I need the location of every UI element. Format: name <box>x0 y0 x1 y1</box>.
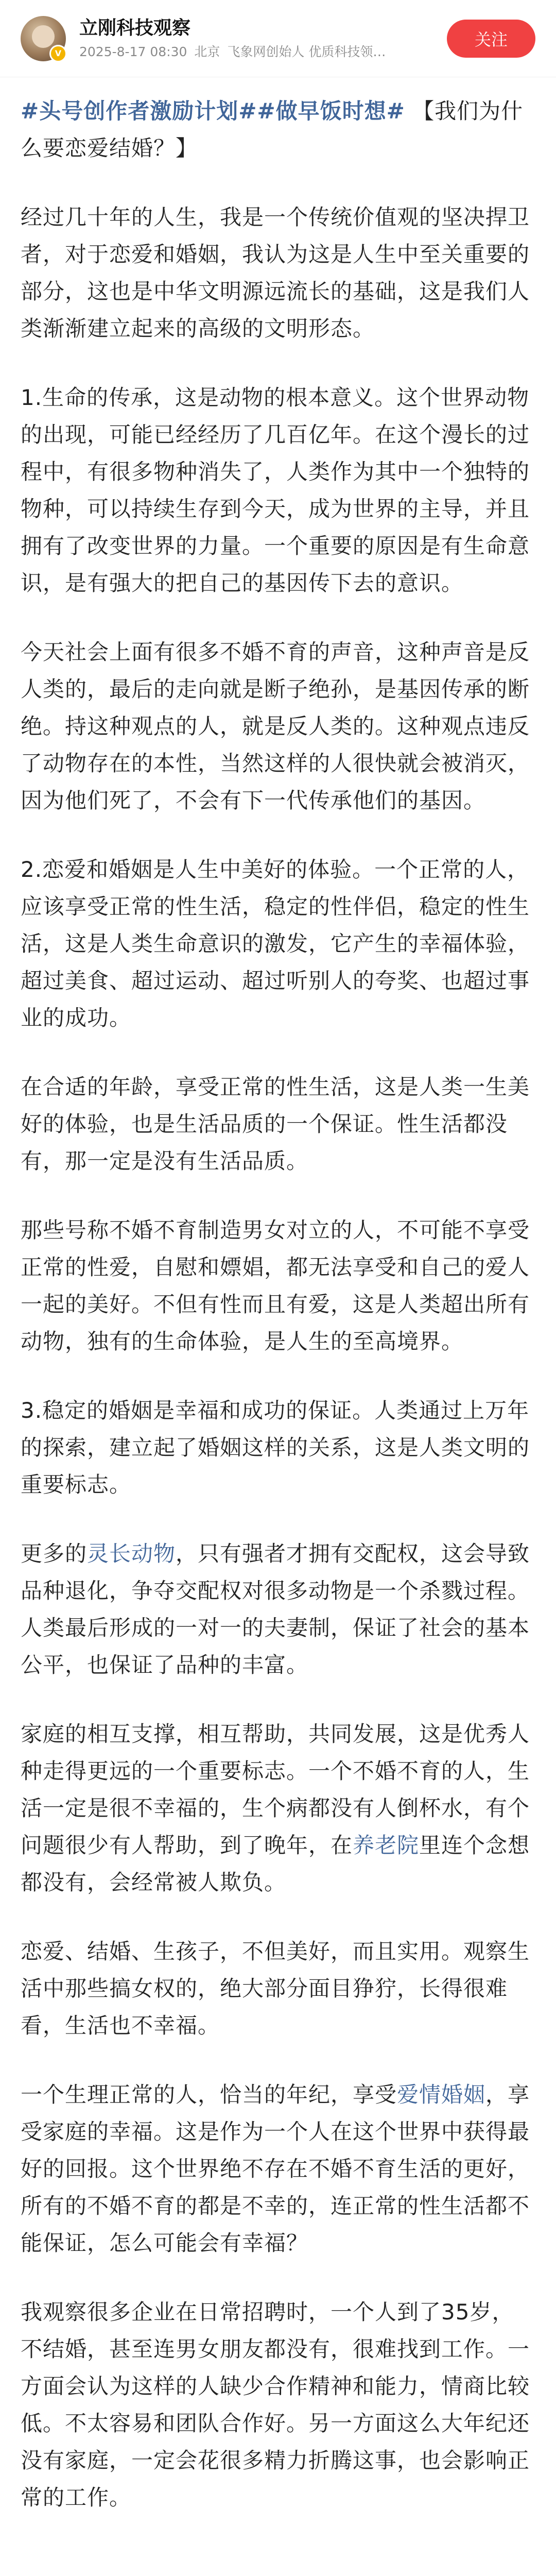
article-title <box>21 93 535 167</box>
post-meta <box>79 43 429 61</box>
paragraph-happiness-after: ，享受家庭的幸福。这是作为一个人在这个世界中获得最好的回报。这个世界绝不存在不婚不育生活的更好，所有的不婚不育的都是不幸的，连正常的性生活都不能保证，怎么可能会有幸福？ <box>21 2082 530 2256</box>
post-location: 北京 <box>194 44 220 59</box>
paragraph-life-inheritance: 1.生命的传承，这是动物的根本意义。这个世界动物的出现，可能已经经历了几百亿年。在这个漫长的过程中，有很多物种消失了，人类作为其中一个独特的物种，可以持续生存到今天，成为世界的主导，并且拥有了改变世界的力量。一个重要的原因是有生命意识，是有强大的把自己的基因传下去的意识。 <box>21 385 530 596</box>
avatar-photo <box>32 25 55 48</box>
article-header <box>0 0 556 77</box>
post-date: 2025-8-17 08:30 <box>79 44 187 59</box>
paragraph-primates <box>21 1535 535 1684</box>
article-body <box>0 77 556 2516</box>
paragraph-intro: 经过几十年的人生，我是一个传统价值观的坚决捍卫者，对于恋爱和婚姻，我认为这是人生中至关重要的部分，这也是中华文明源远流长的基础，这是我们人类渐渐建立起来的高级的文明形态。 <box>21 205 530 341</box>
paragraph-happiness <box>21 2076 535 2262</box>
link-nursing-home[interactable]: 养老院 <box>353 1833 420 1858</box>
hashtag-breakfast-thoughts[interactable]: #做早饭时想# <box>257 98 405 124</box>
paragraph-primates-after: ，只有强者才拥有交配权，这会导致品种退化，争夺交配权对很多动物是一个杀戮过程。人类最后形成的一对一的夫妻制，保证了社会的基本公平，也保证了品种的丰富。 <box>21 1541 530 1677</box>
article-title-text: 【我们为什么要恋爱结婚？】 <box>21 98 524 161</box>
follow-button[interactable]: 关注 <box>447 20 535 58</box>
paragraph-gender-opposition: 那些号称不婚不育制造男女对立的人，不可能不享受正常的性爱，自慰和嫖娼，都无法享受和自己的爱人一起的美好。不但有性而且有爱，这是人类超出所有动物，独有的生命体验，是人生的至高境界。 <box>21 1217 530 1354</box>
verified-badge-icon: V <box>49 45 67 62</box>
paragraph-primates-before: 更多的 <box>21 1541 88 1566</box>
paragraph-family-before: 家庭的相互支撑，相互帮助，共同发展，这是优秀人种走得更远的一个重要标志。一个不婚不育的人，生活一定是很不幸福的，生个病都没有人倒杯水，有个问题很少有人帮助，到了晚年，在 <box>21 1721 530 1858</box>
paragraph-love-experience: 2.恋爱和婚姻是人生中美好的体验。一个正常的人，应该享受正常的性生活，稳定的性伴侣，稳定的性生活，这是人类生命意识的激发，它产生的幸福体验，超过美食、超过运动、超过听别人的夸奖、也超过事业的成功。 <box>21 857 530 1030</box>
paragraph-stable-marriage: 3.稳定的婚姻是幸福和成功的保证。人类通过上万年的探索，建立起了婚姻这样的关系，这是人类文明的重要标志。 <box>21 1398 530 1497</box>
author-info <box>79 16 447 61</box>
paragraph-family-after: 里连个念想都没有，会经常被人欺负。 <box>21 1833 530 1895</box>
paragraph-anti-marriage-voices: 今天社会上面有很多不婚不育的声音，这种声音是反人类的，最后的走向就是断子绝孙，是基因传承的断绝。持这种观点的人，就是反人类的。这种观点违反了动物存在的本性，当然这样的人很快就会被消灭，因为他们死了，不会有下一代传承他们的基因。 <box>21 639 530 813</box>
paragraph-practical: 恋爱、结婚、生孩子，不但美好，而且实用。观察生活中那些搞女权的，绝大部分面目狰狞，长得很难看，生活也不幸福。 <box>21 1939 530 2038</box>
link-primates[interactable]: 灵长动物 <box>87 1541 176 1566</box>
paragraph-hiring: 我观察很多企业在日常招聘时，一个人到了35岁，不结婚，甚至连男女朋友都没有，很难找到工作。一方面会认为这样的人缺少合作精神和能力，情商比较低。不太容易和团队合作好。另一方面这么大年纪还没有家庭，一定会花很多精力折腾这事，也会影响正常的工作。 <box>21 2299 530 2510</box>
author-avatar[interactable] <box>21 16 66 61</box>
hashtag-creator-incentive[interactable]: #头号创作者激励计划# <box>21 98 257 124</box>
paragraph-happiness-before: 一个生理正常的人，恰当的年纪，享受 <box>21 2082 397 2107</box>
author-bio: 飞象网创始人 优质科技领… <box>227 44 386 59</box>
paragraph-right-age: 在合适的年龄，享受正常的性生活，这是人类一生美好的体验，也是生活品质的一个保证。性生活都没有，那一定是没有生活品质。 <box>21 1074 530 1174</box>
link-love-marriage[interactable]: 爱情婚姻 <box>397 2082 486 2107</box>
author-name[interactable]: 立刚科技观察 <box>79 17 191 39</box>
paragraph-family-support <box>21 1716 535 1901</box>
